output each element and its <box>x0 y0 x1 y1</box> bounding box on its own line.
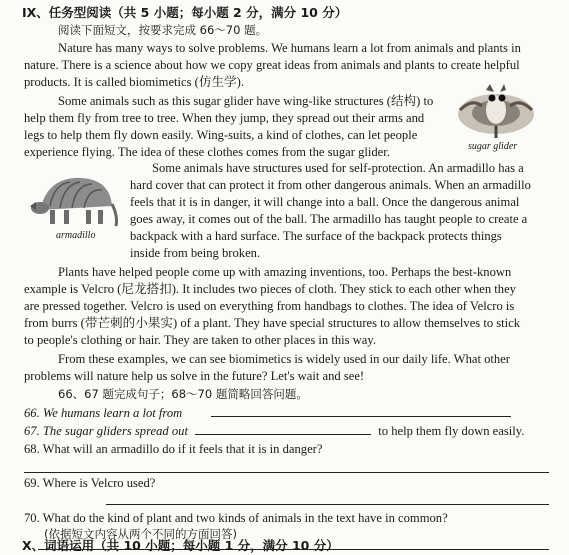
section-9-title: IX、任务型阅读（共 5 小题；每小题 2 分，满分 10 分） <box>22 5 348 20</box>
question-67-text: 67. The sugar gliders spread out <box>24 424 188 438</box>
passage-line: from burrs (带芒刺的小果实) of a plant. They have special structures to allow themselves to stick <box>24 316 521 330</box>
passage-line: Plants have helped people come up with amazing inventions, too. Perhaps the best-known <box>58 265 512 279</box>
passage-line: example is Velcro (尼龙搭扣). It includes two pieces of cloth. They stick to each other when they <box>24 282 516 296</box>
passage-line: are pressed together. Velcro is used on everything from handbags to clothes. The idea of Velcro is <box>24 299 515 313</box>
passage-line: legs to help them fly down easily. Wing-suits, a kind of clothes, can let people <box>24 128 418 142</box>
passage-line: help them fly from tree to tree. When they jump, they spread out their arms and <box>24 111 425 125</box>
question-67 <box>24 423 551 439</box>
section-9-instruction: 阅读下面短文，按要求完成 66～70 题。 <box>58 23 268 37</box>
passage-line: Nature has many ways to solve problems. We humans learn a lot from animals and plants in <box>58 41 521 55</box>
passage-line: products. It is called biomimetics (仿生学). <box>24 75 244 89</box>
passage-line: nature. There is a science about how we copy great ideas from animals and plants to create helpful <box>24 58 520 72</box>
question-66-text: 66. We humans learn a lot from <box>24 406 183 420</box>
passage-line: goes away, it comes out of the ball. The armadillo has taught people to create a <box>130 212 528 226</box>
passage-line: problems will nature help us solve in the future? Let's wait and see! <box>24 369 365 383</box>
question-68: 68. What will an armadillo do if it feels that it is in danger? <box>24 442 323 456</box>
passage-line: inside from being broken. <box>130 246 261 260</box>
passage-line: Some animals have structures used for self-protection. An armadillo has a <box>152 161 524 175</box>
answer-68-line[interactable] <box>24 472 549 473</box>
question-67-tail: to help them fly down easily. <box>378 424 525 438</box>
passage-line: feels that it is in danger, it will change into a ball. Once the dangerous animal <box>130 195 520 209</box>
passage-line: Some animals such as this sugar glider have wing-like structures (结构) to <box>58 94 434 108</box>
passage-line: to people's clothing or hair. They are taken to other places in this way. <box>24 333 376 347</box>
armadillo-image <box>30 170 120 228</box>
answer-69-line[interactable] <box>106 504 549 505</box>
sugar-glider-image <box>452 80 540 140</box>
questions-intro: 66、67 题完成句子；68～70 题简略回答问题。 <box>58 387 308 401</box>
question-70-note: (依据短文内容从两个不同的方面回答) <box>44 527 237 541</box>
question-70: 70. What do the kind of plant and two kinds of animals in the text have in common? <box>24 511 448 525</box>
passage-line: hard cover that can protect it from other dangerous animals. When an armadillo <box>130 178 531 192</box>
answer-66-blank[interactable] <box>211 405 511 417</box>
armadillo-caption: armadillo <box>56 230 96 241</box>
passage-line: backpack with a hard surface. The surface of the backpack protects things <box>130 229 502 243</box>
passage-line: experience flying. The idea of these clothes comes from the sugar glider. <box>24 145 390 159</box>
sugar-glider-caption: sugar glider <box>468 141 518 152</box>
question-66 <box>24 405 551 421</box>
question-69: 69. Where is Velcro used? <box>24 476 156 490</box>
section-10-title: X、词语运用（共 10 小题；每小题 1 分，满分 10 分） <box>22 538 339 553</box>
passage-line: From these examples, we can see biomimetics is widely used in our daily life. What other <box>58 352 510 366</box>
answer-67-blank[interactable] <box>195 423 371 435</box>
